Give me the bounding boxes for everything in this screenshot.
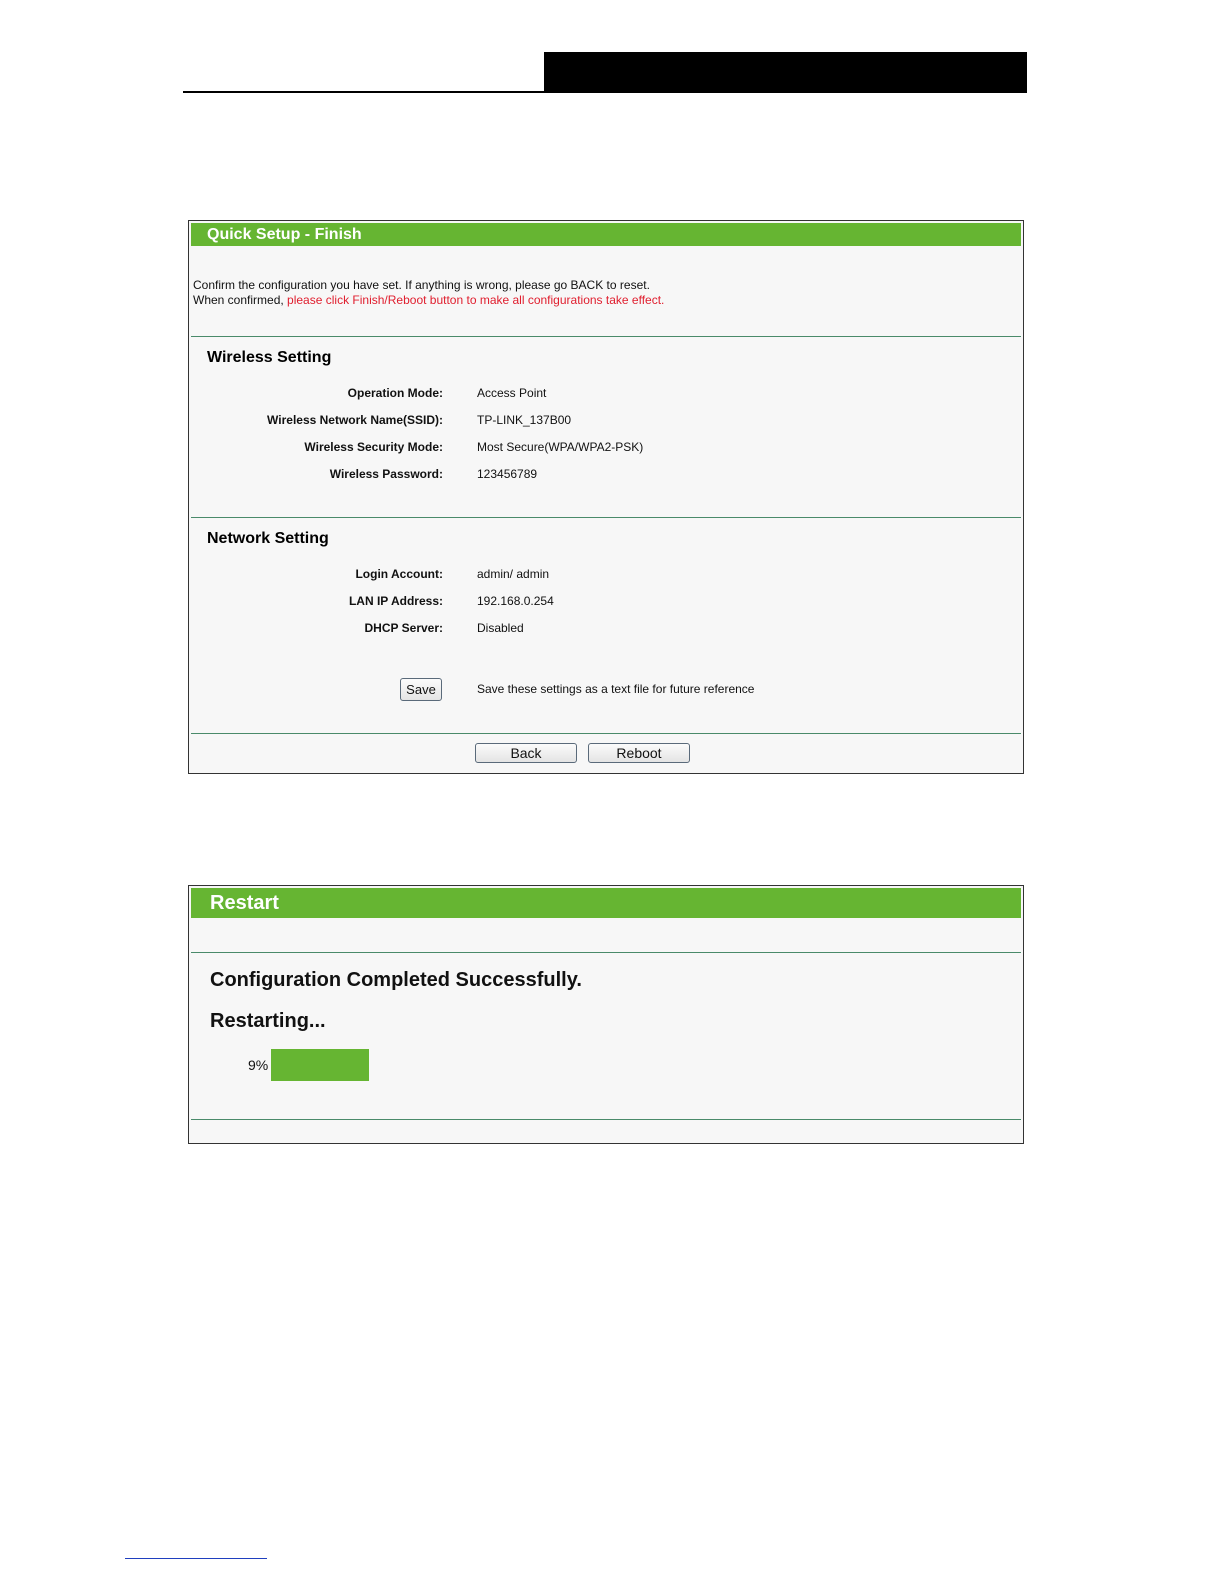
page-header-rule (183, 91, 1027, 93)
intro-line-2-prefix: When confirmed, (193, 293, 288, 307)
divider (191, 1119, 1021, 1120)
footer-link-line (125, 1558, 267, 1559)
save-button[interactable]: Save (400, 678, 442, 701)
setting-label: Operation Mode: (347, 386, 443, 400)
setting-label: Wireless Security Mode: (304, 440, 443, 454)
restart-panel (188, 885, 1024, 1144)
setting-value: 192.168.0.254 (477, 594, 554, 608)
setting-label: DHCP Server: (364, 621, 443, 635)
setting-label: Login Account: (355, 567, 443, 581)
intro-text (193, 278, 664, 308)
setting-value: Most Secure(WPA/WPA2-PSK) (477, 440, 644, 454)
section-title-wireless: Wireless Setting (207, 349, 332, 366)
page-header-bar (544, 52, 1027, 92)
progress-bar (271, 1049, 369, 1081)
intro-line-1: Confirm the configuration you have set. If anything is wrong, please go BACK to reset. (193, 278, 650, 292)
panel-title: Restart (191, 888, 1021, 918)
restarting-message: Restarting... (210, 1010, 326, 1032)
divider (191, 517, 1021, 518)
quick-setup-finish-panel (188, 220, 1024, 774)
divider (191, 733, 1021, 734)
setting-value: admin/ admin (477, 567, 550, 581)
divider (191, 336, 1021, 337)
completed-message: Configuration Completed Successfully. (210, 969, 582, 991)
intro-warning-text: please click Finish/Reboot button to make all configurations take effect. (287, 293, 665, 307)
progress-fill (271, 1049, 369, 1081)
progress-percent: 9% (248, 1057, 269, 1073)
setting-value: 123456789 (477, 467, 538, 481)
setting-value: Disabled (477, 621, 524, 635)
section-title-network: Network Setting (207, 530, 329, 547)
reboot-button[interactable]: Reboot (588, 743, 690, 763)
setting-value: TP-LINK_137B00 (477, 413, 572, 427)
panel-title: Quick Setup - Finish (191, 223, 1021, 246)
setting-value: Access Point (477, 386, 547, 400)
setting-label: LAN IP Address: (348, 594, 443, 608)
setting-label: Wireless Password: (329, 467, 443, 481)
back-button[interactable]: Back (475, 743, 577, 763)
setting-label: Wireless Network Name(SSID): (267, 413, 443, 427)
intro-line-2 (193, 293, 664, 308)
save-note: Save these settings as a text file for future reference (477, 682, 755, 696)
divider (191, 952, 1021, 953)
